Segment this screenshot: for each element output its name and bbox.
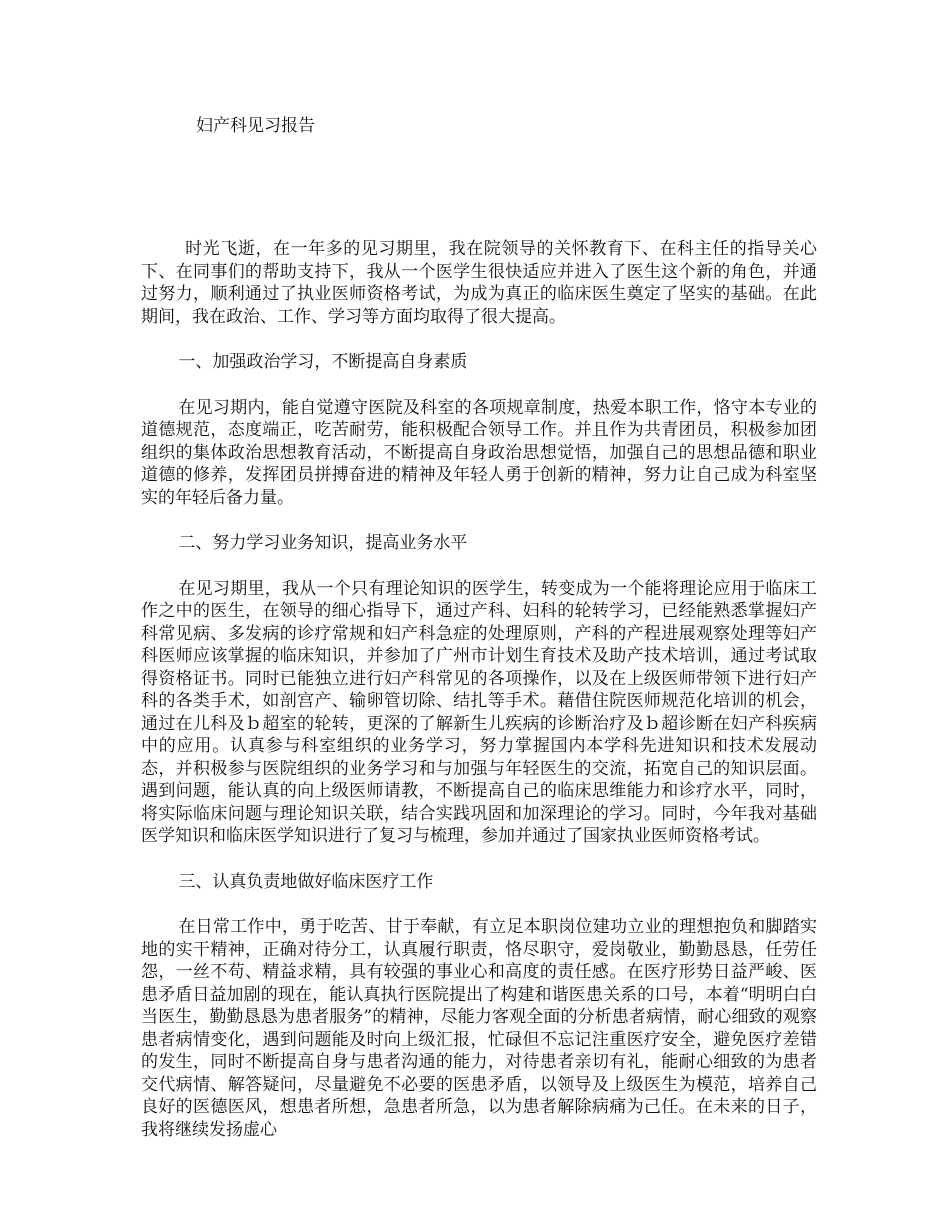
- section-paragraph-2: 在见习期里，我从一个只有理论知识的医学生，转变成为一个能将理论应用于临床工作之中的医生，在领导的细心指导下，通过产科、妇科的轮转学习，已经能熟悉掌握妇产科常见病、多发病的诊疗常规和妇产科急症的处理原则，产科的产程进展观察处理等妇产科医师应该掌握的临床知识，并参加了广州市计划生育技术及助产技术培训，通过考试取得资格证书。同时已能独立进行妇产科常见的各项操作，以及在上级医师带领下进行妇产科的各类手术，如剖宫产、输卵管切除、结扎等手术。藉借住院医师规范化培训的机会，通过在儿科及ｂ超室的轮转，更深的了解新生儿疾病的诊断治疗及ｂ超诊断在妇产科疾病中的应用。认真参与科室组织的业务学习，努力掌握国内本学科先进知识和技术发展动态，并积极参与医院组织的业务学习和与加强与年轻医生的交流，拓宽自己的知识层面。遇到问题，能认真的向上级医师请教，不断提高自己的临床思维能力和诊疗水平，同时，将实际临床问题与理论知识关联，结合实践巩固和加深理论的学习。同时，今年我对基础医学知识和临床医学知识进行了复习与梳理，参加并通过了国家执业医师资格考试。: [141, 578, 817, 846]
- intro-paragraph: 时光飞逝，在一年多的见习期里，我在院领导的关怀教育下、在科主任的指导关心下、在同事们的帮助支持下，我从一个医学生很快适应并进入了医生这个新的角色，并通过努力，顺利通过了执业医师资格考试，为成为真正的临床医生奠定了坚实的基础。在此期间，我在政治、工作、学习等方面均取得了很大提高。: [141, 239, 817, 327]
- section-heading-2: 二、努力学习业务知识，提高业务水平: [178, 533, 468, 553]
- section-paragraph-1: 在见习期内，能自觉遵守医院及科室的各项规章制度，热爱本职工作，恪守本专业的道德规范，态度端正，吃苦耐劳，能积极配合领导工作。并且作为共青团员，积极参加团组织的集体政治思想教育活动，不断提高自身政治思想觉悟，加强自己的思想品德和职业道德的修养，发挥团员拼搏奋进的精神及年轻人勇于创新的精神，努力让自己成为科室坚实的年轻后备力量。: [141, 397, 817, 508]
- document-title: 妇产科见习报告: [196, 116, 315, 136]
- document-body: [141, 238, 817, 1141]
- section-heading-3: 三、认真负责地做好临床医疗工作: [178, 871, 434, 892]
- section-heading-1: 一、加强政治学习，不断提高自身素质: [178, 352, 468, 372]
- section-paragraph-3: 在日常工作中，勇于吃苦、甘于奉献，有立足本职岗位建功立业的理想抱负和脚踏实地的实干精神，正确对待分工，认真履行职责，恪尽职守，爱岗敬业，勤勤恳恳，任劳任怨，一丝不苟、精益求精，具有较强的事业心和高度的责任感。在医疗形势日益严峻、医患矛盾日益加剧的现在，能认真执行医院提出了构建和谐医患关系的口号，本着“明明白白当医生，勤勤恳恳为患者服务”的精神，尽能力客观全面的分析患者病情，耐心细致的观察患者病情变化，遇到问题能及时向上级汇报，忙碌但不忘记注重医疗安全，避免医疗差错的发生，同时不断提高自身与患者沟通的能力，对待患者亲切有礼，能耐心细致的为患者交代病情、解答疑问，尽量避免不必要的医患矛盾，以领导及上级医生为模范，培养自己良好的医德医风，想患者所想，急患者所急，以为患者解除病痛为己任。在未来的日子，我将继续发扬虚心: [141, 917, 817, 1140]
